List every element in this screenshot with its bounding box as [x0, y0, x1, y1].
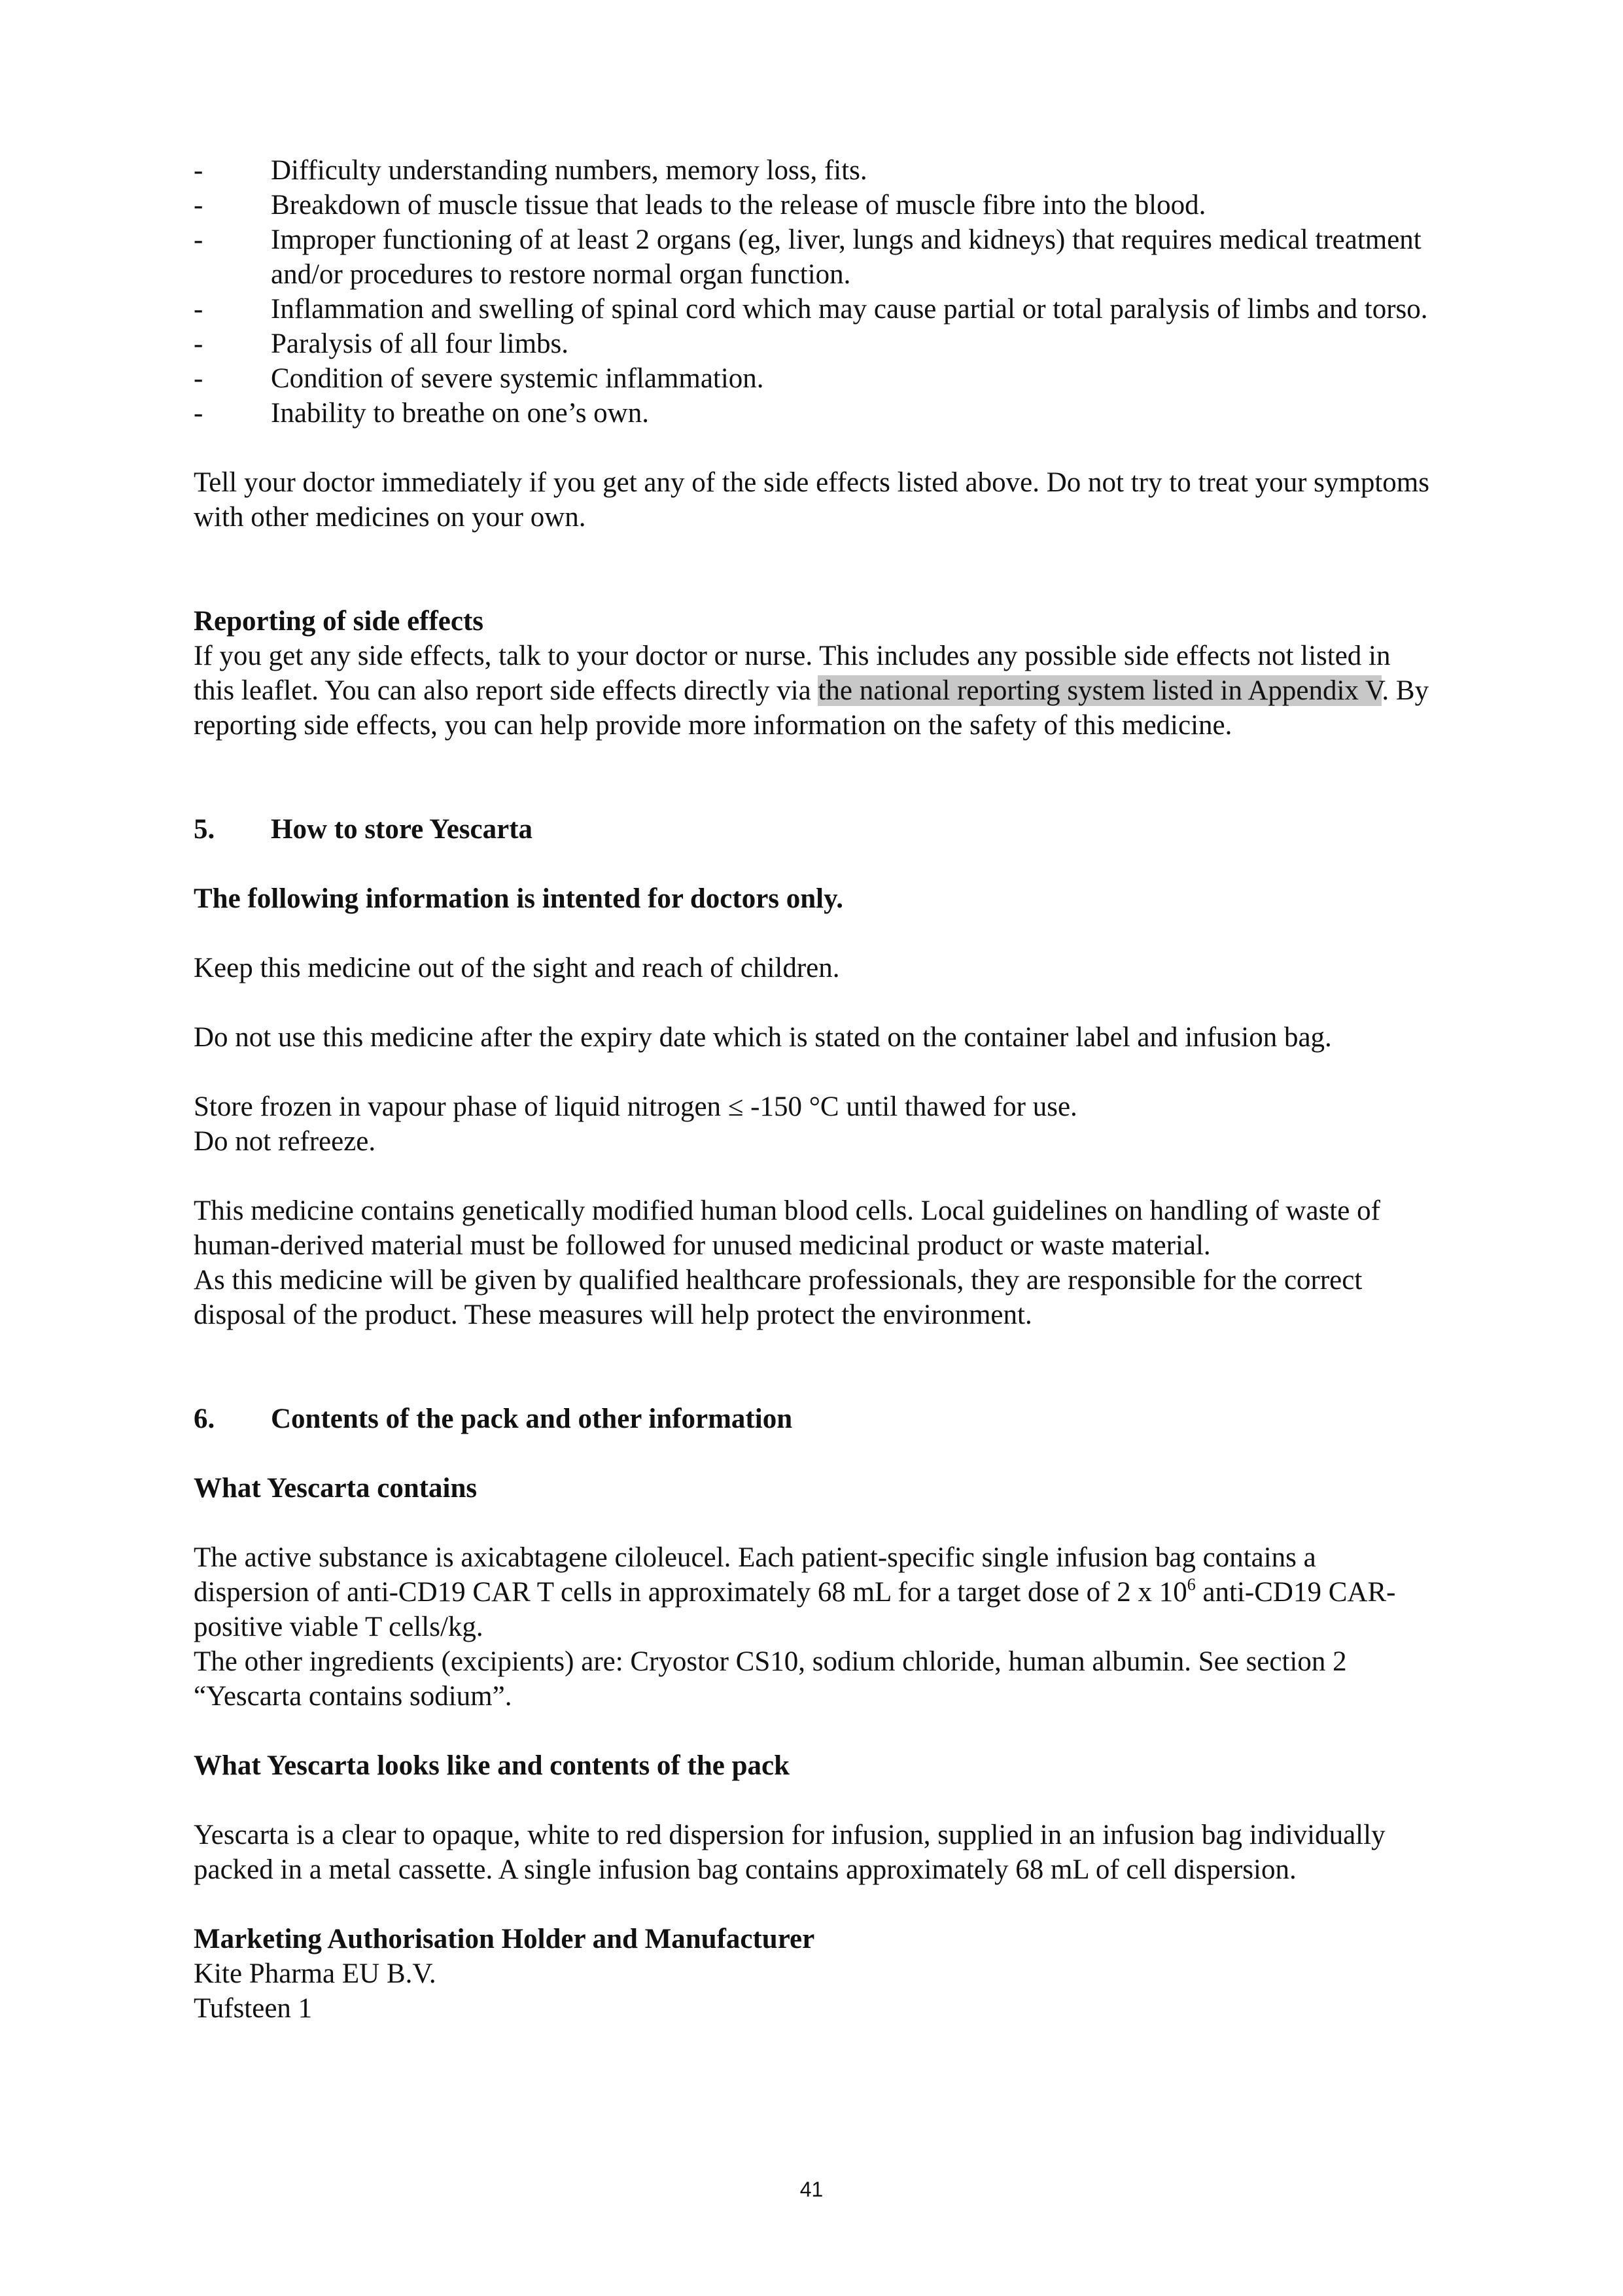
storage-paragraph-expiry: Do not use this medicine after the expiry date which is stated on the container label and infusion bag.	[194, 1022, 1332, 1053]
looks-like-heading: What Yescarta looks like and contents of the pack	[194, 1750, 790, 1781]
section-6-heading: 6. Contents of the pack and other information	[194, 1404, 793, 1434]
waste-paragraph: This medicine contains genetically modified human blood cells. Local guidelines on handling of waste of human-derived material must be followed for unused medicinal product or waste material.	[194, 1195, 1380, 1261]
storage-paragraph-children: Keep this medicine out of the sight and reach of children.	[194, 953, 840, 983]
list-item: - Inability to breathe on one’s own.	[194, 398, 649, 429]
reporting-system-link[interactable]: the national reporting system listed in Appendix V	[818, 675, 1382, 706]
tell-doctor-paragraph: Tell your doctor immediately if you get any of the side effects listed above. Do not try to treat your symptoms with other medicines on your own.	[194, 467, 1429, 533]
section-5-heading: 5. How to store Yescarta	[194, 814, 533, 845]
list-item: - Breakdown of muscle tissue that leads to the release of muscle fibre into the blood.	[194, 190, 1206, 221]
reporting-paragraph: If you get any side effects, talk to your doctor or nurse. This includes any possible side effects not listed in this leaflet. You can also report side effects directly via the national reporting system listed in Appendix V. By reporting side effects, you can help provide more information on the safety of this medicine.	[194, 641, 1429, 741]
reporting-heading: Reporting of side effects	[194, 606, 484, 637]
side-effects-list	[194, 153, 1437, 431]
mah-address: Tufsteen 1	[194, 1993, 313, 2024]
contains-heading: What Yescarta contains	[194, 1473, 478, 1504]
list-item: - Paralysis of all four limbs.	[194, 328, 569, 359]
active-substance-paragraph: The active substance is axicabtagene ciloleucel. Each patient-specific single infusion bag contains a dispersion of anti-CD19 CAR T cells in approximately 68 mL for a target dose of 2 x $10^6$ anti-CD19 CAR-positive viable T cells/kg.	[194, 1542, 1396, 1642]
looks-like-paragraph: Yescarta is a clear to opaque, white to red dispersion for infusion, supplied in an infusion bag individually packed in a metal cassette. A single infusion bag contains approximately 68 mL of cell dispersion.	[194, 1820, 1386, 1885]
page-content	[194, 153, 1437, 2026]
disposal-paragraph: As this medicine will be given by qualified healthcare professionals, they are responsible for the correct disposal of the product. These measures will help protect the environment.	[194, 1265, 1363, 1330]
excipients-paragraph: The other ingredients (excipients) are: Cryostor CS10, sodium chloride, human albumin. See section 2 “Yescarta contains sodium”.	[194, 1646, 1347, 1712]
list-item: - Improper functioning of at least 2 organs (eg, liver, lungs and kidneys) that requires medical treatment and/or procedures to restore normal organ function.	[194, 224, 1422, 290]
mah-heading: Marketing Authorisation Holder and Manufacturer	[194, 1924, 815, 1954]
mah-name: Kite Pharma EU B.V.	[194, 1958, 436, 1989]
list-item: - Difficulty understanding numbers, memory loss, fits.	[194, 155, 867, 186]
list-item: - Condition of severe systemic inflammation.	[194, 363, 764, 394]
storage-paragraph-refreeze: Do not refreeze.	[194, 1126, 376, 1157]
list-item: - Inflammation and swelling of spinal cord which may cause partial or total paralysis of limbs and torso.	[194, 294, 1428, 325]
storage-paragraph-frozen: Store frozen in vapour phase of liquid nitrogen ≤ -150 °C until thawed for use.	[194, 1091, 1077, 1122]
doctors-only-note: The following information is intented for doctors only.	[194, 883, 844, 914]
page-number: 41	[799, 2178, 824, 2201]
